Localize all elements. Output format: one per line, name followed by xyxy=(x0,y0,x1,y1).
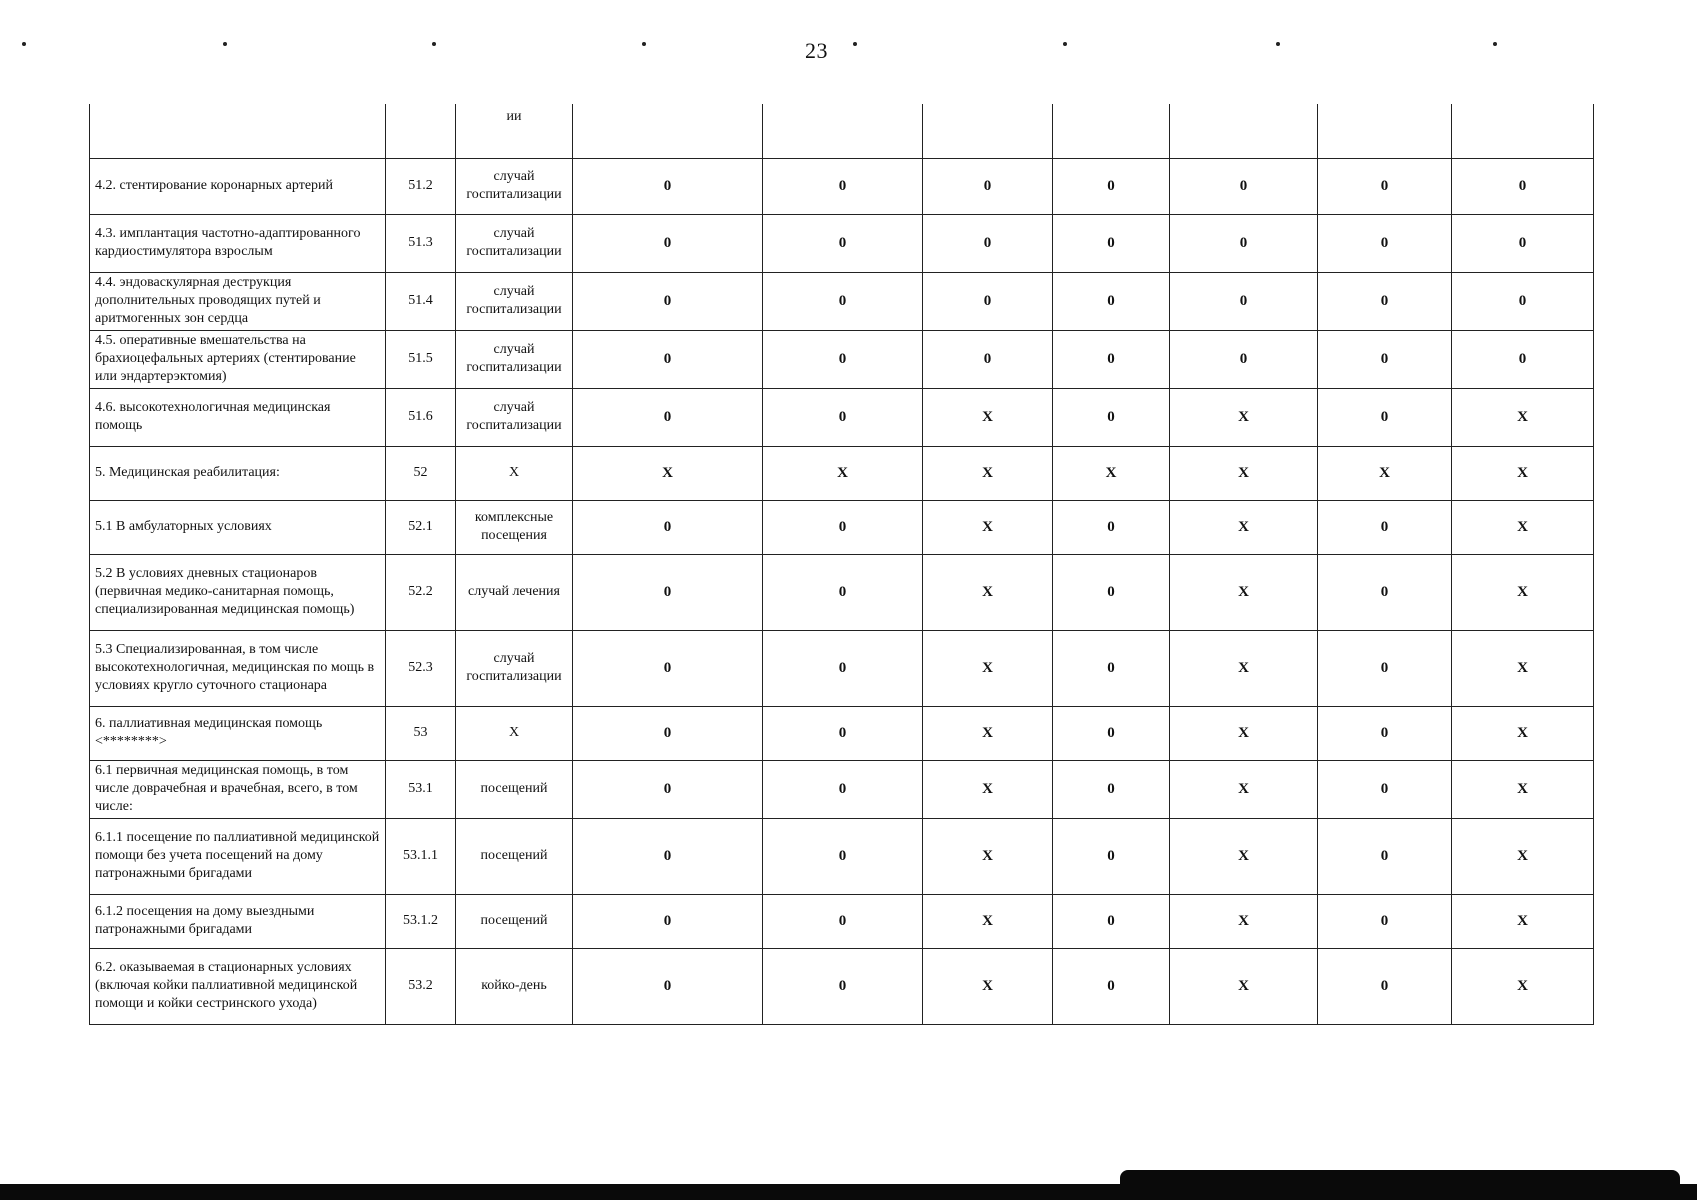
table-body xyxy=(90,104,1594,1024)
value-cell xyxy=(1053,104,1170,158)
value-cell: 0 xyxy=(763,554,923,630)
value-cell: 0 xyxy=(1053,272,1170,330)
value-cell xyxy=(573,104,763,158)
table-row xyxy=(90,500,1594,554)
value-cell: 0 xyxy=(1053,330,1170,388)
row-unit-cell: комплексные посещения xyxy=(456,500,573,554)
value-cell: X xyxy=(923,554,1053,630)
value-cell: X xyxy=(1170,706,1318,760)
value-cell: X xyxy=(763,446,923,500)
value-cell: 0 xyxy=(573,760,763,818)
value-cell: 0 xyxy=(573,948,763,1024)
table-row xyxy=(90,214,1594,272)
table-row xyxy=(90,158,1594,214)
value-cell xyxy=(1452,104,1594,158)
table-row xyxy=(90,272,1594,330)
value-cell: X xyxy=(1452,500,1594,554)
value-cell: X xyxy=(923,630,1053,706)
row-code-cell: 53.1.2 xyxy=(386,894,456,948)
row-code-cell: 52.3 xyxy=(386,630,456,706)
value-cell: 0 xyxy=(573,272,763,330)
row-code-cell: 51.5 xyxy=(386,330,456,388)
value-cell: 0 xyxy=(763,760,923,818)
value-cell: 0 xyxy=(1053,706,1170,760)
value-cell: 0 xyxy=(1053,388,1170,446)
table-row xyxy=(90,554,1594,630)
row-unit-cell: X xyxy=(456,446,573,500)
value-cell: X xyxy=(1170,446,1318,500)
value-cell: X xyxy=(1170,554,1318,630)
row-name-cell: 6.1.2 посещения на дому выездными патронажными бригадами xyxy=(90,894,386,948)
row-unit-cell: случай госпитализации xyxy=(456,214,573,272)
value-cell: 0 xyxy=(763,706,923,760)
value-cell: 0 xyxy=(1318,500,1452,554)
value-cell: 0 xyxy=(1053,554,1170,630)
row-name-cell xyxy=(90,104,386,158)
value-cell: X xyxy=(1452,948,1594,1024)
value-cell: 0 xyxy=(1318,818,1452,894)
table-row xyxy=(90,330,1594,388)
value-cell: 0 xyxy=(1170,272,1318,330)
row-code-cell: 53.1 xyxy=(386,760,456,818)
value-cell xyxy=(923,104,1053,158)
value-cell: 0 xyxy=(1318,894,1452,948)
table-row xyxy=(90,706,1594,760)
value-cell: X xyxy=(923,446,1053,500)
value-cell: 0 xyxy=(573,706,763,760)
value-cell: 0 xyxy=(1318,630,1452,706)
value-cell: 0 xyxy=(1452,158,1594,214)
row-name-cell: 6.2. оказываемая в стационарных условиях (включая койки паллиативной медицинской помощи и койки сестринского ухода) xyxy=(90,948,386,1024)
value-cell: X xyxy=(923,706,1053,760)
value-cell: 0 xyxy=(1053,948,1170,1024)
value-cell: X xyxy=(1452,894,1594,948)
row-unit-cell: посещений xyxy=(456,818,573,894)
value-cell: X xyxy=(923,818,1053,894)
value-cell: 0 xyxy=(1318,706,1452,760)
value-cell: X xyxy=(1170,894,1318,948)
row-name-cell: 5. Медицинская реабилитация: xyxy=(90,446,386,500)
scan-speck xyxy=(432,42,436,46)
scan-speck xyxy=(1493,42,1497,46)
row-name-cell: 6.1.1 посещение по паллиативной медицинской помощи без учета посещений на дому патронажными бригадами xyxy=(90,818,386,894)
value-cell: 0 xyxy=(1452,272,1594,330)
scan-speck xyxy=(1063,42,1067,46)
row-name-cell: 4.3. имплантация частотно-адаптированного кардиостимулятора взрослым xyxy=(90,214,386,272)
value-cell: 0 xyxy=(1053,894,1170,948)
data-table-container xyxy=(89,104,1594,1025)
table-row xyxy=(90,760,1594,818)
row-unit-cell: X xyxy=(456,706,573,760)
value-cell: 0 xyxy=(573,554,763,630)
row-code-cell: 53.1.1 xyxy=(386,818,456,894)
value-cell: 0 xyxy=(1318,554,1452,630)
value-cell: X xyxy=(1452,388,1594,446)
value-cell: X xyxy=(923,894,1053,948)
value-cell: X xyxy=(923,948,1053,1024)
value-cell: 0 xyxy=(1452,330,1594,388)
value-cell: X xyxy=(1170,948,1318,1024)
value-cell: 0 xyxy=(573,818,763,894)
table-row xyxy=(90,630,1594,706)
value-cell: 0 xyxy=(923,272,1053,330)
value-cell: 0 xyxy=(1318,388,1452,446)
value-cell: 0 xyxy=(573,214,763,272)
value-cell xyxy=(1170,104,1318,158)
value-cell: 0 xyxy=(1452,214,1594,272)
value-cell: 0 xyxy=(1053,760,1170,818)
row-unit-cell: случай госпитализации xyxy=(456,630,573,706)
value-cell: X xyxy=(1170,630,1318,706)
row-name-cell: 6. паллиативная медицинская помощь <********> xyxy=(90,706,386,760)
value-cell: X xyxy=(1170,388,1318,446)
row-unit-cell: случай госпитализации xyxy=(456,158,573,214)
row-name-cell: 5.2 В условиях дневных стационаров (первичная медико-санитарная помощь, специализированная медицинская помощь) xyxy=(90,554,386,630)
value-cell: 0 xyxy=(763,330,923,388)
data-table xyxy=(89,104,1594,1025)
value-cell: X xyxy=(1170,760,1318,818)
value-cell: X xyxy=(923,500,1053,554)
value-cell: 0 xyxy=(1170,214,1318,272)
table-row xyxy=(90,446,1594,500)
value-cell: 0 xyxy=(1318,330,1452,388)
value-cell: X xyxy=(1170,500,1318,554)
value-cell: 0 xyxy=(763,630,923,706)
value-cell: 0 xyxy=(1318,272,1452,330)
row-unit-cell: ии xyxy=(456,104,573,158)
row-code-cell: 52 xyxy=(386,446,456,500)
page-number: 23 xyxy=(805,38,828,63)
row-code-cell: 51.6 xyxy=(386,388,456,446)
value-cell: X xyxy=(573,446,763,500)
value-cell: 0 xyxy=(1318,948,1452,1024)
value-cell: X xyxy=(1452,446,1594,500)
row-code-cell: 53.2 xyxy=(386,948,456,1024)
value-cell: 0 xyxy=(923,214,1053,272)
value-cell: 0 xyxy=(763,272,923,330)
value-cell: 0 xyxy=(763,948,923,1024)
value-cell: 0 xyxy=(763,388,923,446)
value-cell: X xyxy=(1170,818,1318,894)
value-cell: 0 xyxy=(1170,158,1318,214)
row-code-cell: 51.2 xyxy=(386,158,456,214)
value-cell: 0 xyxy=(1170,330,1318,388)
value-cell: 0 xyxy=(763,214,923,272)
row-unit-cell: случай госпитализации xyxy=(456,272,573,330)
scan-speck xyxy=(223,42,227,46)
value-cell: 0 xyxy=(763,158,923,214)
scan-speck xyxy=(853,42,857,46)
value-cell xyxy=(1318,104,1452,158)
row-name-cell: 4.5. оперативные вмешательства на брахиоцефальных артериях (стентирование или эндартерэктомия) xyxy=(90,330,386,388)
value-cell: 0 xyxy=(763,894,923,948)
value-cell: X xyxy=(923,388,1053,446)
row-unit-cell: случай лечения xyxy=(456,554,573,630)
value-cell: 0 xyxy=(1053,158,1170,214)
row-code-cell: 52.1 xyxy=(386,500,456,554)
value-cell: 0 xyxy=(573,500,763,554)
value-cell: 0 xyxy=(1318,760,1452,818)
row-unit-cell: койко-день xyxy=(456,948,573,1024)
row-name-cell: 4.6. высокотехнологичная медицинская помощь xyxy=(90,388,386,446)
value-cell: X xyxy=(923,760,1053,818)
row-code-cell: 51.3 xyxy=(386,214,456,272)
value-cell: X xyxy=(1452,630,1594,706)
row-name-cell: 4.2. стентирование коронарных артерий xyxy=(90,158,386,214)
value-cell: 0 xyxy=(573,158,763,214)
row-code-cell: 53 xyxy=(386,706,456,760)
value-cell: X xyxy=(1452,818,1594,894)
value-cell: X xyxy=(1318,446,1452,500)
table-row xyxy=(90,818,1594,894)
scan-speck xyxy=(22,42,26,46)
value-cell: 0 xyxy=(573,388,763,446)
value-cell: X xyxy=(1452,706,1594,760)
row-name-cell: 5.3 Специализированная, в том числе высокотехнологичная, медицинская по мощь в условиях кругло суточного стационара xyxy=(90,630,386,706)
value-cell: 0 xyxy=(1053,214,1170,272)
row-code-cell xyxy=(386,104,456,158)
row-unit-cell: случай госпитализации xyxy=(456,330,573,388)
row-code-cell: 52.2 xyxy=(386,554,456,630)
value-cell: 0 xyxy=(923,158,1053,214)
value-cell: 0 xyxy=(763,818,923,894)
value-cell xyxy=(763,104,923,158)
table-row xyxy=(90,104,1594,158)
row-code-cell: 51.4 xyxy=(386,272,456,330)
row-unit-cell: случай госпитализации xyxy=(456,388,573,446)
value-cell: 0 xyxy=(1053,630,1170,706)
value-cell: 0 xyxy=(1318,214,1452,272)
row-unit-cell: посещений xyxy=(456,894,573,948)
scan-edge-bar xyxy=(0,1184,1697,1200)
table-row xyxy=(90,894,1594,948)
row-unit-cell: посещений xyxy=(456,760,573,818)
value-cell: X xyxy=(1452,554,1594,630)
value-cell: 0 xyxy=(923,330,1053,388)
row-name-cell: 5.1 В амбулаторных условиях xyxy=(90,500,386,554)
value-cell: 0 xyxy=(1053,500,1170,554)
value-cell: 0 xyxy=(573,330,763,388)
value-cell: 0 xyxy=(573,630,763,706)
scan-speck xyxy=(642,42,646,46)
value-cell: 0 xyxy=(573,894,763,948)
value-cell: 0 xyxy=(1053,818,1170,894)
scan-speck xyxy=(1276,42,1280,46)
table-row xyxy=(90,948,1594,1024)
value-cell: X xyxy=(1452,760,1594,818)
value-cell: 0 xyxy=(763,500,923,554)
table-row xyxy=(90,388,1594,446)
row-name-cell: 4.4. эндоваскулярная деструкция дополнительных проводящих путей и аритмогенных зон сердца xyxy=(90,272,386,330)
value-cell: X xyxy=(1053,446,1170,500)
value-cell: 0 xyxy=(1318,158,1452,214)
row-name-cell: 6.1 первичная медицинская помощь, в том числе доврачебная и врачебная, всего, в том числе: xyxy=(90,760,386,818)
